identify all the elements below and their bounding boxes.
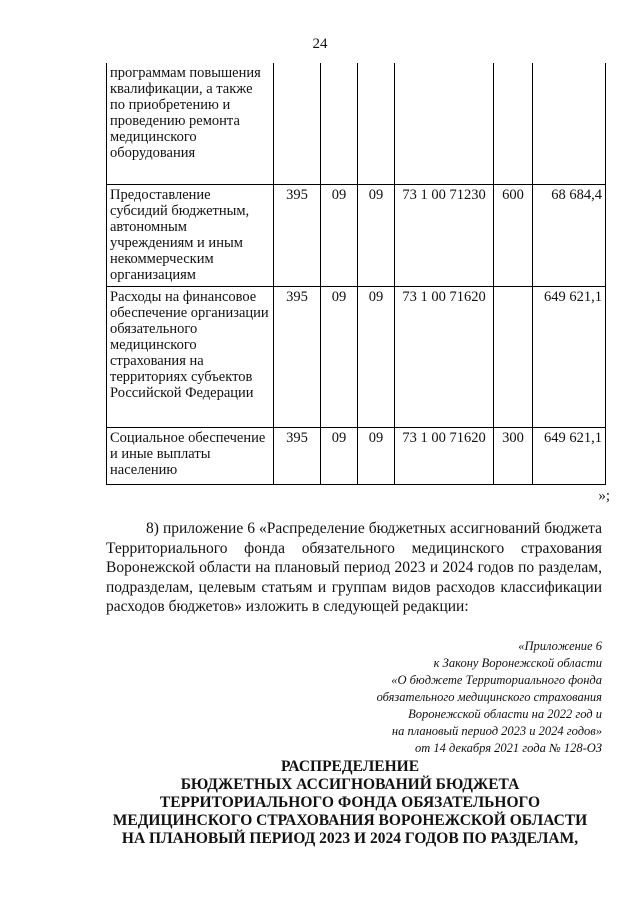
- title-line: БЮДЖЕТНЫХ АССИГНОВАНИЙ БЮДЖЕТА: [180, 776, 520, 793]
- cell-pr: 09: [358, 287, 395, 428]
- appendix-ref-line: на плановый период 2023 и 2024 годов»: [391, 724, 602, 738]
- cell-vr: 600: [494, 185, 533, 287]
- cell-pr: [358, 63, 395, 185]
- cell-name: Предоставление субсидий бюджетным, автономным учреждениям и иным некоммерческим организациям: [107, 185, 274, 287]
- cell-pr: 09: [358, 428, 395, 485]
- cell-vr: [494, 287, 533, 428]
- cell-vr: [494, 63, 533, 185]
- appendix-reference: [302, 638, 602, 757]
- title-line: РАСПРЕДЕЛЕНИЕ: [280, 758, 420, 775]
- appendix-ref-line: «О бюджете Территориального фонда: [391, 673, 602, 687]
- cell-vr: 300: [494, 428, 533, 485]
- cell-pr: 09: [358, 185, 395, 287]
- appendix-ref-line: «Приложение 6: [518, 639, 602, 653]
- table-row: [107, 287, 606, 428]
- closing-quote: »;: [598, 488, 610, 504]
- cell-rz: 09: [321, 428, 358, 485]
- amendment-paragraph: 8) приложение 6 «Распределение бюджетных ассигнований бюджета Территориального фонда обязательного медицинского страхования Воронежской области на плановый период 2023 и 2024 годов по разделам, подразделам, целевым статьям и группам видов расходов классификации расходов бюджетов» изложить в следующей редакции:: [106, 520, 602, 615]
- cell-ved: [274, 63, 321, 185]
- cell-ved: 395: [274, 287, 321, 428]
- cell-ved: 395: [274, 185, 321, 287]
- cell-csr: 73 1 00 71620: [395, 287, 494, 428]
- title-line: НА ПЛАНОВЫЙ ПЕРИОД 2023 И 2024 ГОДОВ ПО РАЗДЕЛАМ,: [121, 830, 579, 847]
- cell-ved: 395: [274, 428, 321, 485]
- cell-csr: 73 1 00 71230: [395, 185, 494, 287]
- cell-name: программам повышения квалификации, а также по приобретению и проведению ремонта медицинского оборудования: [107, 63, 274, 185]
- cell-rz: 09: [321, 287, 358, 428]
- cell-csr: [395, 63, 494, 185]
- cell-amount: 649 621,1: [533, 287, 606, 428]
- table-row: [107, 63, 606, 185]
- budget-table: [106, 63, 606, 485]
- cell-name: Социальное обеспечение и иные выплаты населению: [107, 428, 274, 485]
- appendix-ref-line: от 14 декабря 2021 года № 128-ОЗ: [415, 741, 602, 755]
- appendix-ref-line: Воронежской области на 2022 год и: [408, 707, 602, 721]
- appendix-ref-line: обязательного медицинского страхования: [376, 690, 602, 704]
- document-title: [90, 758, 610, 848]
- cell-amount: 649 621,1: [533, 428, 606, 485]
- cell-rz: [321, 63, 358, 185]
- page-number: 24: [312, 36, 328, 52]
- appendix-ref-line: к Закону Воронежской области: [433, 656, 602, 670]
- cell-amount: 68 684,4: [533, 185, 606, 287]
- cell-name: Расходы на финансовое обеспечение организации обязательного медицинского страхования на территориях субъектов Российской Федерации: [107, 287, 274, 428]
- title-line: МЕДИЦИНСКОГО СТРАХОВАНИЯ ВОРОНЕЖСКОЙ ОБЛАСТИ: [112, 812, 588, 829]
- cell-rz: 09: [321, 185, 358, 287]
- cell-csr: 73 1 00 71620: [395, 428, 494, 485]
- table-row: [107, 185, 606, 287]
- table-row: [107, 428, 606, 485]
- title-line: ТЕРРИТОРИАЛЬНОГО ФОНДА ОБЯЗАТЕЛЬНОГО: [159, 794, 541, 811]
- cell-amount: [533, 63, 606, 185]
